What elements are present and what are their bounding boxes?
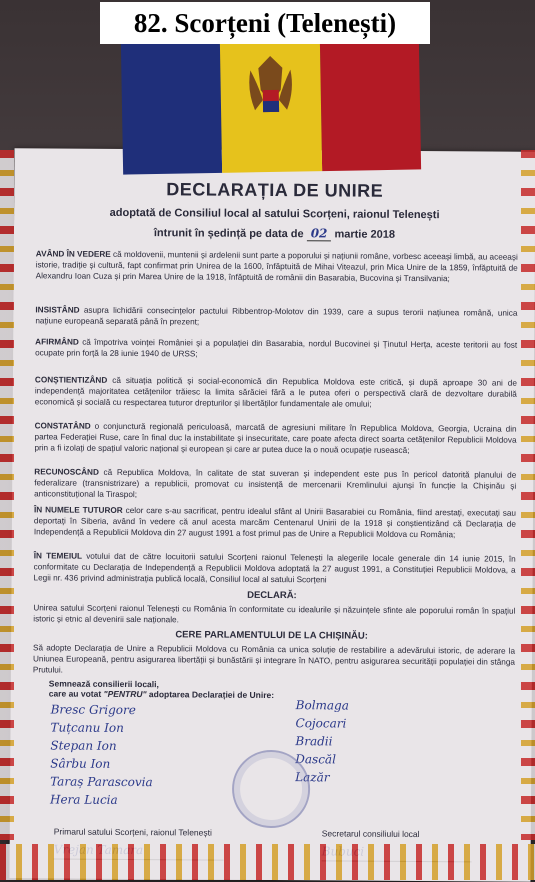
cere-heading: CERE PARLAMENTULUI DE LA CHIȘINĂU:: [175, 629, 369, 642]
signature-right-2: Cojocari: [295, 716, 347, 731]
title-banner: [100, 2, 430, 44]
paragraph-constientizand: CONȘTIENTIZÂND că situația politică și social-economică din Republica Moldova este critică, și după aproape 30 ani de independență majoritatea cetățenilor trăiesc la limita sărăciei fără a le putea oferi o perspectivă clară de dezvoltare durabilă economică și socială cu respectarea tuturor drepturilor și libertăților fundamentale ale omului;: [34, 375, 517, 409]
document-title: DECLARAȚIA DE UNIRE: [166, 179, 384, 201]
flag-yellow-stripe: [220, 39, 322, 173]
declaration-paper: [9, 148, 535, 882]
paragraph-avand: AVÂND ÎN VEDERE că moldovenii, muntenii și ardelenii sunt parte a poporului și națiunii române, vorbesc aceeași limbă, au aceeași istorie, tradiție și cultură, fapt confirmat prin Unirea de la 1600, înfăptuită de Mihai Viteazul, prin Mica Unire de la 1859, înfăptuită de Alexandru Ioan Cuza și prin Marea Unire de la 1918, înfăptuită de românii din Basarabia, Bucovina și Transilvania;: [35, 249, 518, 284]
banner-title: 82. Scorțeni (Telenești): [133, 7, 397, 38]
bottom-ornament-border: [0, 844, 535, 880]
declara-text: Unirea satului Scorțeni raionul Telenești cu România în conformitate cu idealurile și năzuințele sfinte ale poporului român în spațiul istoric și etnic al devenirii sale naționale.: [33, 603, 516, 625]
signature-left-6: Hera Lucia: [49, 792, 118, 807]
paragraph-afirmand: AFIRMÂND că împotriva voinței României și a populației din Basarabia, nordul Bucovinei și Ținutul Herța, aceste teritorii au fost ocupate prin forță la 28 iunie 1940 de URSS;: [35, 337, 518, 359]
document-subtitle-line2: [34, 224, 515, 241]
signature-left-1: Bresc Grigore: [50, 702, 136, 718]
paragraph-in-temeiul: ÎN TEMEIUL votului dat de către locuitorii satului Scorțeni raionul Telenești la alegerile locale generale din 14 iunie 2015, în conformitate cu Declarația de Independență a Republicii Moldova adoptată la 27 august 1991, a Constituției Republicii Moldova, a Legii nr. 436 privind administrația publică locală, Consiliul local al satului Scorțeni: [33, 551, 516, 585]
signature-left-2: Tuțcanu Ion: [50, 720, 124, 735]
signature-left-4: Sârbu Ion: [50, 756, 111, 771]
flag-red-stripe: [319, 37, 421, 171]
coat-of-arms-icon: [240, 49, 302, 140]
paragraph-constatand: CONSTATÂND o conjunctură regională periculoasă, marcată de agresiuni militare în Republica Moldova, Georgia, Ucraina din partea Federației Ruse, care în final duc la instabilitate și insecuritate, care poate afecta direct soarta cetățenilor Republicii Moldova prin a fi izolați de spațiul valoric național și european și care ar putea duce la o nouă ocupație rusească;: [34, 421, 517, 455]
signature-right-3: Bradii: [295, 734, 333, 749]
paragraph-recunoscand: RECUNOSCÂND că Republica Moldova, în calitate de stat suveran și independent este pus în pericol datorită planului de federalizare (transnistrizare) a republicii, promovat cu insistență de mercenarii Kremlinului ajunși în funcție la Chișinău și anticonstituțional la Tiraspol;: [34, 467, 517, 500]
subtitle-post: martie 2018: [334, 228, 396, 241]
moldova-flag: [121, 37, 421, 174]
signature-right-4: Dascăl: [295, 752, 337, 767]
paragraph-insistand: INSISTÂND asupra lichidării consecințelor pactului Ribbentrop-Molotov din 1939, care a supus terorii națiunea română, unica națiune europeană separată până în prezent;: [35, 305, 518, 327]
mayor-label: Primarul satului Scorțeni, raionul Telenești: [53, 826, 212, 838]
subtitle-pre: întrunit în ședință pe data de: [153, 227, 304, 241]
flag-blue-stripe: [121, 41, 223, 175]
document-subtitle-line1: adoptată de Consiliul local al satului Scorțeni, raionul Telenești: [109, 206, 440, 222]
signature-left-3: Stepan Ion: [50, 738, 117, 753]
paragraph-in-numele-tuturor: ÎN NUMELE TUTUROR celor care s-au sacrificat, pentru idealul sfânt al Unirii Basarabiei cu România, fiind arestați, executați sau deportați în Siberia, având în vedere că anul acesta marcăm Centenarul Unirii de la 1918 și conștientizând că Declarația de Independență a Republicii Moldova din 27 august 1991 a fost primul pas de Unire a Republicii Moldova cu România;: [33, 505, 517, 540]
signature-right-1: Bolmaga: [295, 698, 349, 713]
cere-text: Să adopte Declarația de Unire a Republicii Moldova cu România ca unica soluție de restabilire a adevărului istoric, de aderare la Uniunea Europeană, pentru asigurarea libertății și bunăstării și integrare în NATO, pentru asigurarea securității populației din stânga Prutului.: [32, 643, 516, 675]
sign-label: Semnează consilierii locali, care au votat "PENTRU" adoptarea Declarației de Unire:: [48, 678, 275, 701]
official-stamp: [232, 750, 311, 829]
signature-right-5: Lazăr: [295, 770, 330, 785]
declara-heading: DECLARĂ:: [247, 589, 297, 602]
secretary-label: Secretarul consiliului local: [321, 828, 420, 840]
subtitle-handwritten-date: 02: [307, 226, 332, 241]
left-ornament-border: [0, 150, 14, 840]
signature-left-5: Taraș Parascovia: [50, 774, 153, 790]
right-ornament-border: [521, 150, 535, 840]
